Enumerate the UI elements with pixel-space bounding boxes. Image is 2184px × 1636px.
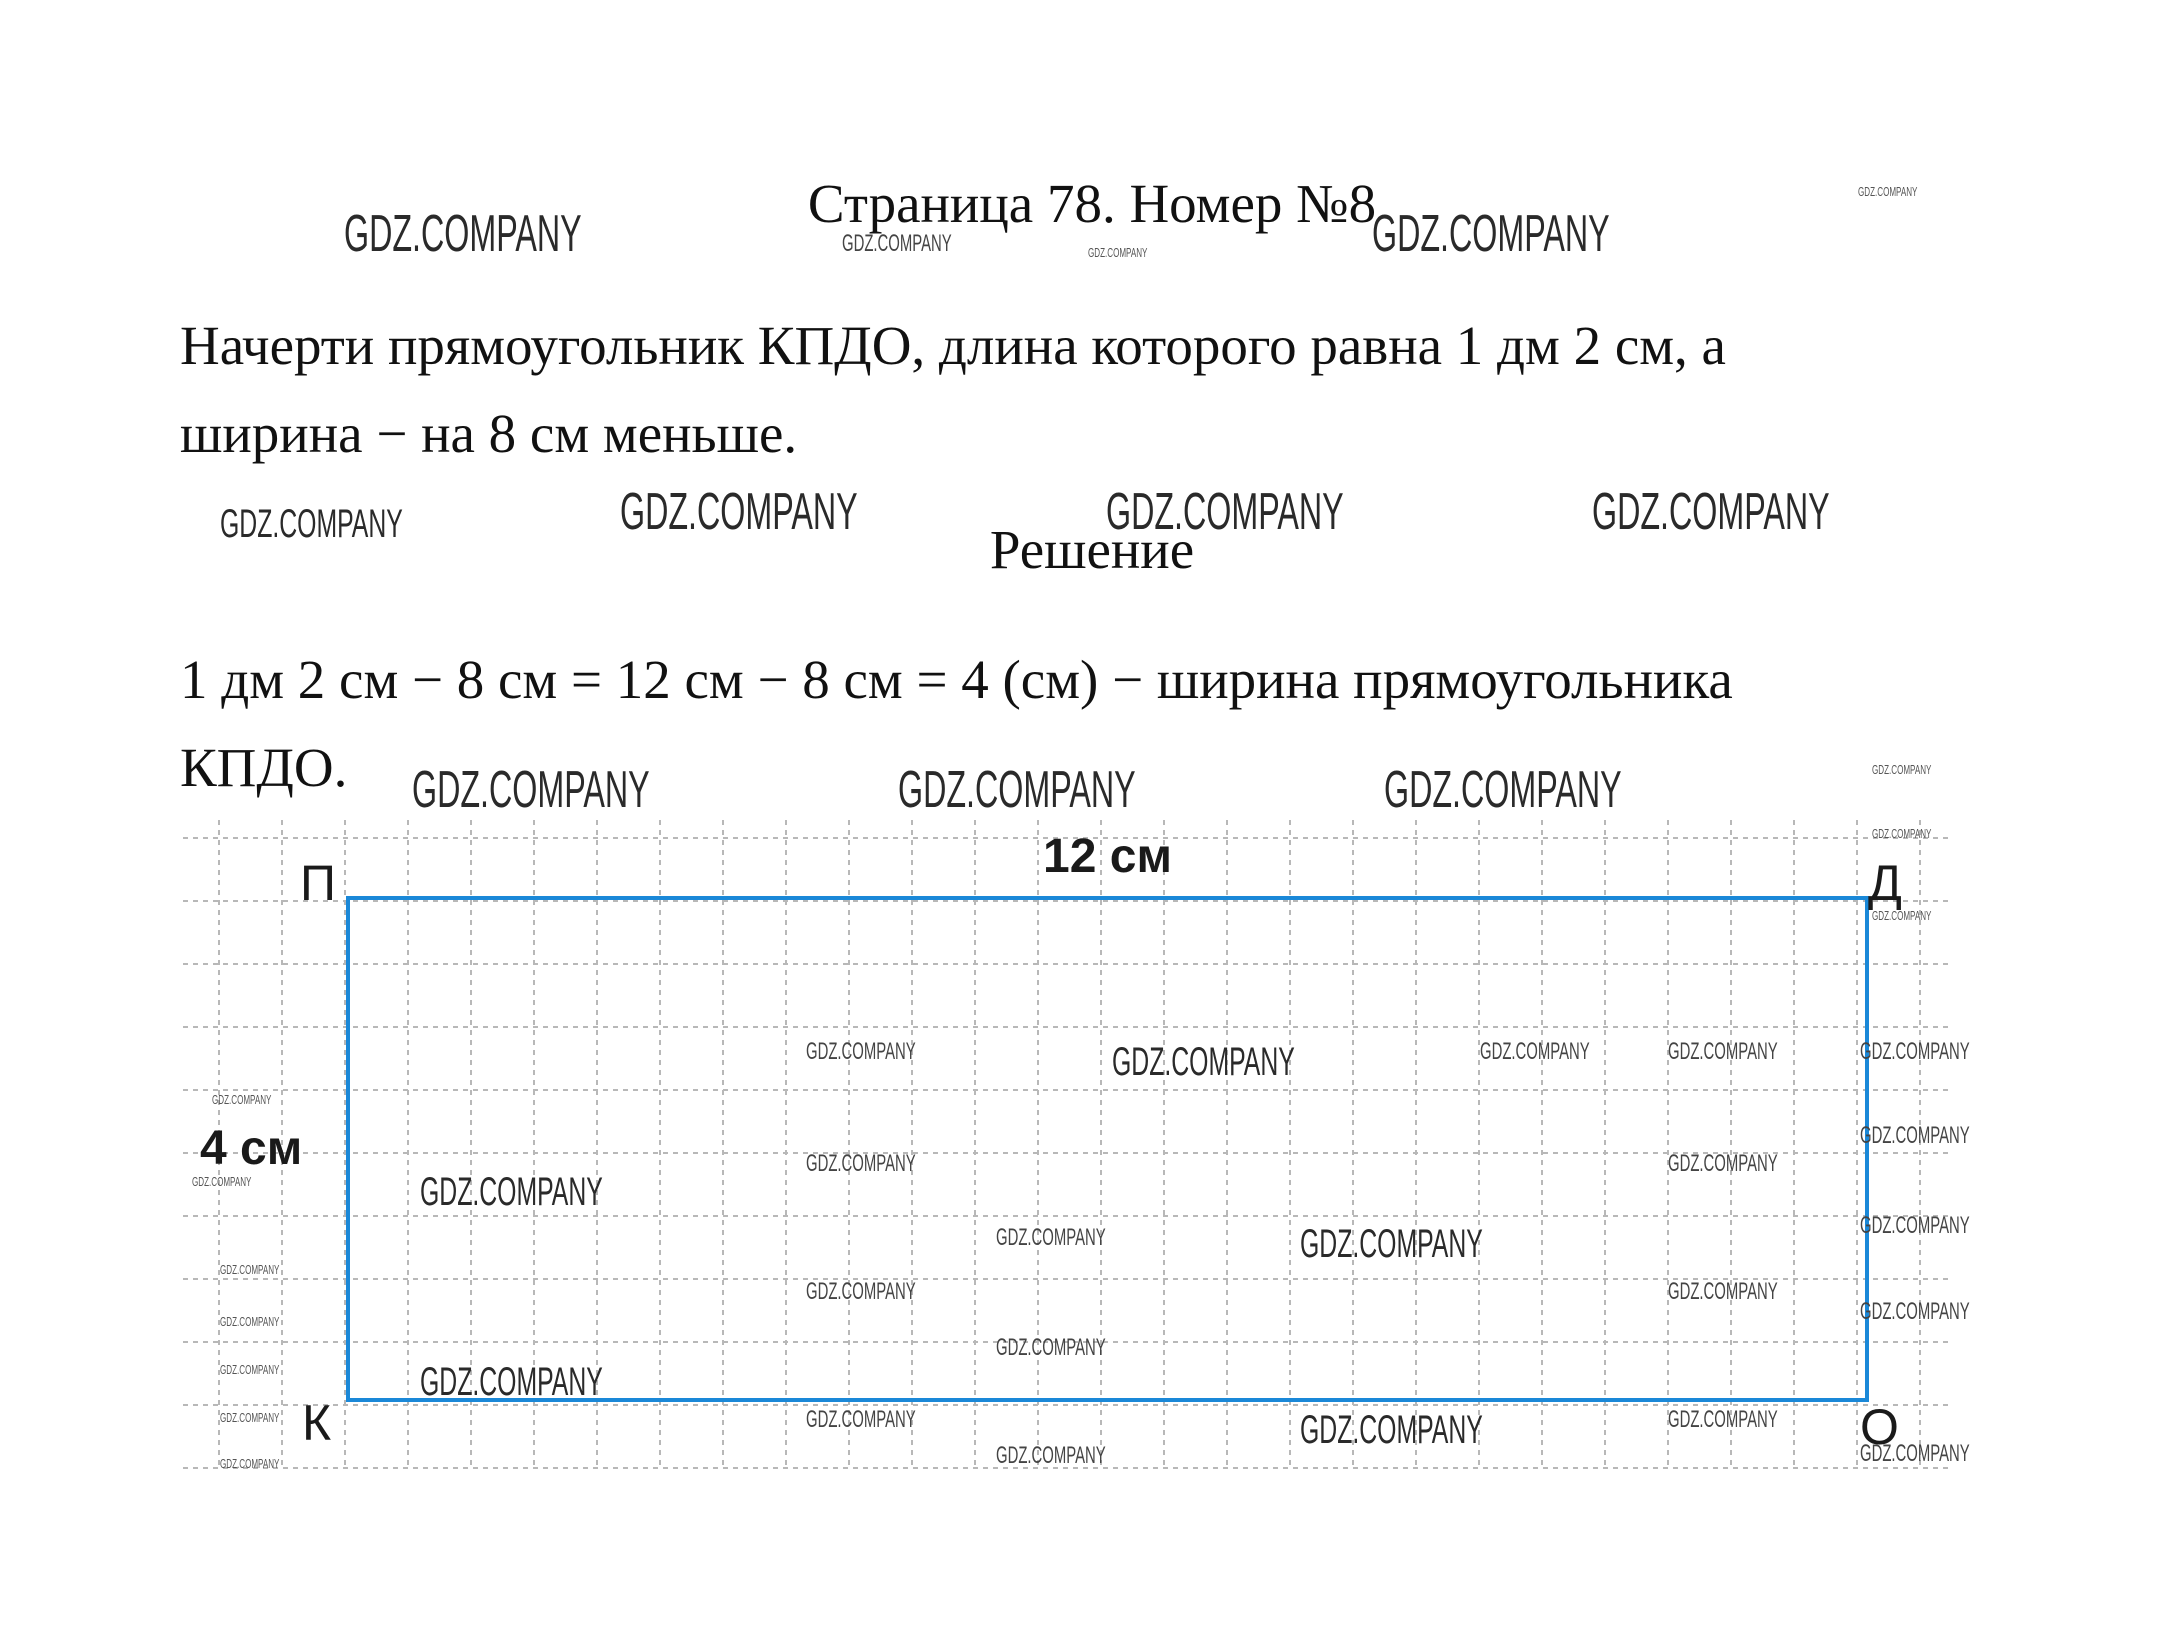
watermark-text: GDZ.COMPANY: [1480, 1038, 1590, 1065]
rectangle-kpdo: [348, 898, 1867, 1400]
watermark-text: GDZ.COMPANY: [220, 1262, 280, 1277]
watermark-text: GDZ.COMPANY: [220, 1314, 280, 1329]
watermark-text: GDZ.COMPANY: [1668, 1150, 1778, 1177]
watermark-text: GDZ.COMPANY: [420, 1170, 603, 1214]
page-title: Страница 78. Номер №8: [807, 173, 1377, 234]
watermark-text: GDZ.COMPANY: [412, 761, 650, 819]
watermark-text: GDZ.COMPANY: [1668, 1038, 1778, 1065]
watermark-text: GDZ.COMPANY: [1300, 1408, 1483, 1452]
watermark-text: GDZ.COMPANY: [1112, 1040, 1295, 1084]
watermark-text: GDZ.COMPANY: [806, 1278, 916, 1305]
watermark-text: GDZ.COMPANY: [620, 483, 858, 541]
length-label: 12 см: [1043, 830, 1172, 883]
watermark-text: GDZ.COMPANY: [806, 1150, 916, 1177]
watermark-text: GDZ.COMPANY: [1668, 1278, 1778, 1305]
watermark-text: GDZ.COMPANY: [1668, 1406, 1778, 1433]
task-line-2: ширина − на 8 см меньше.: [180, 403, 798, 464]
watermark-text: GDZ.COMPANY: [806, 1038, 916, 1065]
watermark-text: GDZ.COMPANY: [1858, 184, 1918, 199]
watermark-text: GDZ.COMPANY: [192, 1174, 252, 1189]
watermark-text: GDZ.COMPANY: [1372, 205, 1610, 263]
watermark-text: GDZ.COMPANY: [1872, 908, 1932, 923]
width-label: 4 см: [200, 1122, 303, 1175]
watermark-text: GDZ.COMPANY: [212, 1092, 272, 1107]
task-line-1: Начерти прямоугольник КПДО, длина которого равна 1 дм 2 см, а: [180, 315, 1726, 376]
vertex-label-o: О: [1860, 1399, 1899, 1455]
watermark-text: GDZ.COMPANY: [1872, 826, 1932, 841]
watermark-text: GDZ.COMPANY: [1860, 1212, 1970, 1239]
watermark-text: GDZ.COMPANY: [1860, 1298, 1970, 1325]
watermark-text: GDZ.COMPANY: [1860, 1038, 1970, 1065]
solution-line-2: КПДО.: [180, 737, 348, 798]
watermark-text: GDZ.COMPANY: [1384, 761, 1622, 819]
watermark-text: GDZ.COMPANY: [220, 1410, 280, 1425]
watermark-text: GDZ.COMPANY: [1592, 483, 1830, 541]
solution-heading: Решение: [989, 519, 1195, 580]
watermark-text: GDZ.COMPANY: [420, 1360, 603, 1404]
vertex-label-d: Д: [1868, 855, 1902, 911]
watermark-text: GDZ.COMPANY: [898, 761, 1136, 819]
watermark-text: GDZ.COMPANY: [220, 1456, 280, 1471]
watermark-text: GDZ.COMPANY: [220, 502, 403, 546]
watermark-text: GDZ.COMPANY: [842, 230, 952, 257]
solution-line-1: 1 дм 2 см − 8 см = 12 см − 8 см = 4 (см) − ширина прямоугольника: [180, 649, 1733, 710]
watermark-text: GDZ.COMPANY: [1088, 245, 1148, 260]
watermark-text: GDZ.COMPANY: [806, 1406, 916, 1433]
watermark-text: GDZ.COMPANY: [220, 1362, 280, 1377]
watermark-text: GDZ.COMPANY: [1300, 1222, 1483, 1266]
vertex-label-k: К: [302, 1395, 332, 1451]
watermark-text: GDZ.COMPANY: [1872, 762, 1932, 777]
watermark-text: GDZ.COMPANY: [1860, 1122, 1970, 1149]
watermark-text: GDZ.COMPANY: [1106, 483, 1344, 541]
watermark-text: GDZ.COMPANY: [996, 1442, 1106, 1469]
watermark-text: GDZ.COMPANY: [344, 205, 582, 263]
watermark-text: GDZ.COMPANY: [1860, 1440, 1970, 1467]
watermark-text: GDZ.COMPANY: [996, 1224, 1106, 1251]
vertex-label-p: П: [300, 855, 336, 911]
watermark-text: GDZ.COMPANY: [996, 1334, 1106, 1361]
